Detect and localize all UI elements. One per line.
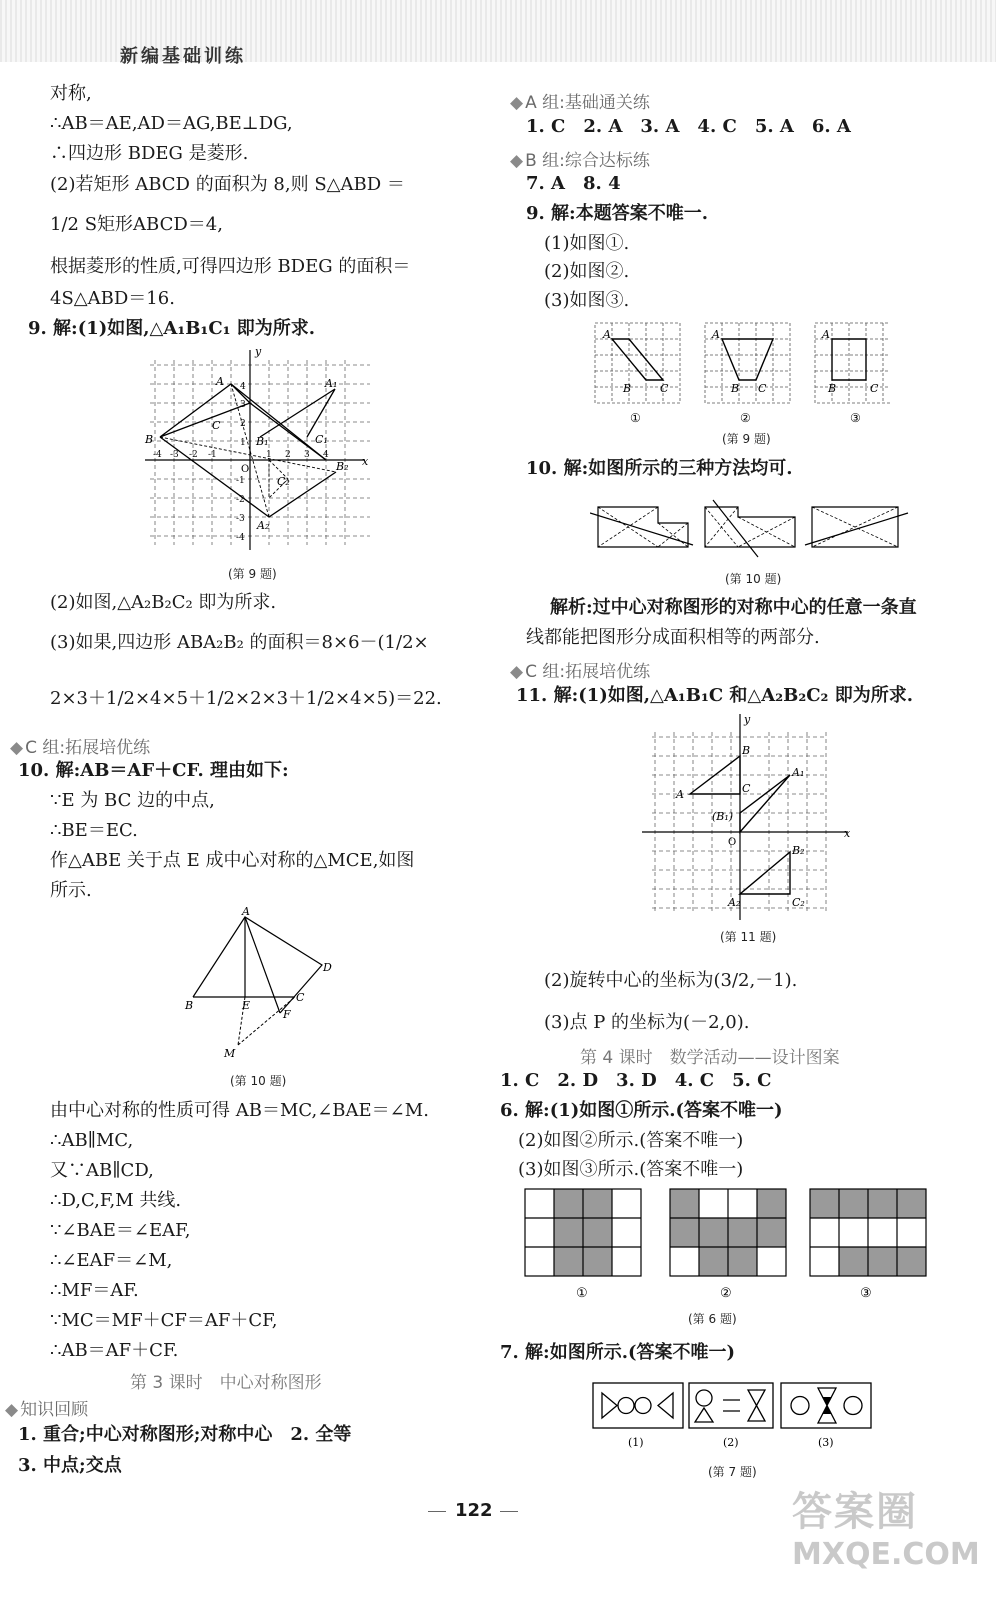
text-line: (3)如图③所示.(答案不唯一): [518, 1159, 744, 1180]
svg-text:B: B: [145, 433, 154, 446]
svg-text:A₂: A₂: [728, 896, 741, 909]
svg-text:-1: -1: [236, 476, 245, 486]
section-heading: ◆ C 组:拓展培优练: [510, 662, 651, 682]
fig-number: (2): [723, 1436, 739, 1449]
svg-text:O: O: [241, 464, 250, 475]
question-10-line: 10. 解:如图所示的三种方法均可.: [526, 458, 793, 479]
question-9-line: 9. 解:本题答案不唯一.: [526, 203, 708, 224]
text-line: ∵∠BAE＝∠EAF,: [50, 1220, 191, 1241]
svg-text:M: M: [224, 1047, 236, 1060]
figure-caption: (第 6 题): [688, 1312, 737, 1326]
fig-number: (1): [628, 1436, 644, 1449]
text-line: ∵MC＝MF＋CF＝AF＋CF,: [50, 1310, 278, 1331]
svg-text:C: C: [212, 419, 221, 432]
svg-text:B: B: [731, 382, 740, 395]
svg-text:x: x: [362, 455, 369, 468]
svg-text:-1: -1: [208, 450, 217, 460]
svg-text:F: F: [283, 1008, 291, 1021]
svg-text:C: C: [742, 782, 751, 795]
section-heading: ◆ A 组:基础通关练: [510, 93, 650, 113]
svg-text:A₁: A₁: [325, 377, 338, 390]
text-line: 1. 重合;中心对称图形;对称中心 2. 全等: [18, 1424, 352, 1445]
fig-number: ②: [720, 1286, 732, 1301]
watermark-text: 答案圈: [792, 1489, 918, 1535]
figure-caption: (第 11 题): [720, 930, 777, 944]
figure-caption: (第 9 题): [722, 432, 771, 446]
svg-text:C: C: [870, 382, 879, 395]
lesson-heading: 第 4 课时 数学活动——设计图案: [580, 1048, 840, 1068]
text-line: 1/2 S矩形ABCD＝4,: [50, 214, 223, 235]
fig9-left-coordinate-graph: [140, 345, 380, 555]
text-line: ∴AB＝AF＋CF.: [50, 1340, 179, 1361]
svg-text:-3: -3: [170, 450, 179, 460]
svg-text:C₂: C₂: [277, 475, 290, 488]
text-line: (2)若矩形 ABCD 的面积为 8,则 S△ABD ＝: [50, 174, 405, 195]
svg-text:B₂: B₂: [792, 844, 805, 857]
svg-text:C: C: [296, 991, 305, 1004]
text-line: ∴AB∥MC,: [50, 1130, 134, 1151]
text-line: 4S△ABD＝16.: [50, 288, 175, 309]
text-line: ∴D,C,F,M 共线.: [50, 1190, 182, 1211]
fig-number: (3): [818, 1436, 834, 1449]
svg-text:-4: -4: [153, 450, 162, 460]
text-line: (2)如图②所示.(答案不唯一): [518, 1130, 744, 1151]
svg-text:x: x: [844, 827, 851, 840]
text-line: ∴四边形 BDEG 是菱形.: [50, 143, 249, 164]
text-line: (1)如图①.: [544, 233, 630, 254]
text-line: (3)点 P 的坐标为(－2,0).: [544, 1012, 750, 1033]
svg-text:4: 4: [240, 382, 246, 392]
text-line: (3)如果,四边形 ABA₂B₂ 的面积＝8×6－(1/2×: [50, 632, 429, 653]
text-line: 所示.: [50, 880, 92, 901]
section-heading: ◆ 知识回顾: [5, 1400, 89, 1420]
header-band: [0, 0, 996, 67]
fig-number: ①: [630, 411, 641, 425]
text-line: (2)旋转中心的坐标为(3/2,－1).: [544, 970, 798, 991]
text-line: 作△ABE 关于点 E 成中心对称的△MCE,如图: [50, 850, 415, 871]
fig-number: ③: [860, 1286, 872, 1301]
svg-text:A₁: A₁: [792, 766, 805, 779]
text-line: ∵E 为 BC 边的中点,: [50, 790, 215, 811]
page-number: 122: [455, 1500, 493, 1521]
svg-text:-2: -2: [189, 450, 198, 460]
fig-number: ③: [850, 411, 861, 425]
question-11-line: 11. 解:(1)如图,△A₁B₁C 和△A₂B₂C₂ 即为所求.: [516, 685, 913, 706]
text-line: 3. 中点;交点: [18, 1455, 122, 1476]
section-heading: ◆ B 组:综合达标练: [510, 151, 650, 171]
svg-text:C₁: C₁: [315, 433, 328, 446]
page-number-dash: [500, 1511, 518, 1512]
fig9-right-parallelogram-grids: [590, 318, 890, 428]
analysis-line: 解析:过中心对称图形的对称中心的任意一条直: [550, 597, 917, 618]
text-line: ∴BE＝EC.: [50, 820, 138, 841]
svg-text:A: A: [242, 905, 250, 918]
svg-text:B: B: [742, 744, 751, 757]
fig10-right-cut-shapes: [590, 495, 920, 565]
fig10-left-triangle-figure: [180, 905, 340, 1065]
section-heading: ◆ C 组:拓展培优练: [10, 738, 151, 758]
text-line: ∴∠EAF＝∠M,: [50, 1250, 173, 1271]
svg-text:3: 3: [240, 400, 246, 410]
watermark-logo: [792, 1480, 982, 1590]
text-line: 由中心对称的性质可得 AB＝MC,∠BAE＝∠M.: [50, 1100, 429, 1121]
svg-text:2: 2: [285, 450, 291, 460]
svg-text:-3: -3: [236, 514, 245, 524]
svg-text:A: A: [676, 788, 684, 801]
svg-text:C₂: C₂: [792, 896, 805, 909]
book-title: 新编基础训练: [120, 46, 246, 67]
fig-number: ①: [576, 1286, 588, 1301]
text-line: 根据菱形的性质,可得四边形 BDEG 的面积＝: [50, 256, 411, 277]
answer-line: 7. A 8. 4: [526, 173, 621, 194]
question-6-line: 6. 解:(1)如图①所示.(答案不唯一): [500, 1100, 783, 1121]
svg-text:y: y: [744, 713, 751, 726]
figure-caption: (第 10 题): [230, 1074, 287, 1088]
svg-text:B₂: B₂: [336, 460, 349, 473]
svg-text:B: B: [623, 382, 632, 395]
text-line: ∴MF＝AF.: [50, 1280, 139, 1301]
figure-caption: (第 9 题): [228, 567, 277, 581]
fig7-symbol-patterns: [590, 1378, 875, 1473]
text-line: ∴AB＝AE,AD＝AG,BE⊥DG,: [50, 113, 293, 134]
fig11-coordinate-graph: [640, 712, 855, 922]
svg-text:A: A: [603, 328, 611, 341]
svg-text:A: A: [216, 375, 224, 388]
svg-text:B₁: B₁: [256, 435, 269, 448]
answer-line: 1. C 2. D 3. D 4. C 5. C: [500, 1070, 772, 1091]
text-line: (2)如图,△A₂B₂C₂ 即为所求.: [50, 592, 277, 613]
svg-text:3: 3: [304, 450, 310, 460]
text-line: 对称,: [50, 83, 92, 104]
analysis-line: 线都能把图形分成面积相等的两部分.: [526, 627, 820, 648]
svg-text:E: E: [242, 999, 251, 1012]
svg-text:2: 2: [240, 419, 246, 429]
text-line: 2×3＋1/2×4×5＋1/2×2×3＋1/2×4×5)＝22.: [50, 688, 442, 709]
svg-text:1: 1: [240, 438, 246, 448]
lesson-heading: 第 3 课时 中心对称图形: [130, 1373, 322, 1393]
svg-text:D: D: [323, 961, 332, 974]
svg-text:1: 1: [266, 450, 272, 460]
fig-number: ②: [740, 411, 751, 425]
svg-text:-2: -2: [236, 495, 245, 505]
svg-text:O: O: [728, 837, 737, 848]
question-7-line: 7. 解:如图所示.(答案不唯一): [500, 1342, 736, 1363]
svg-text:C: C: [758, 382, 767, 395]
answer-line: 1. C 2. A 3. A 4. C 5. A 6. A: [526, 116, 851, 137]
svg-text:B: B: [828, 382, 837, 395]
text-line: (3)如图③.: [544, 290, 630, 311]
svg-text:-4: -4: [236, 533, 245, 543]
svg-text:4: 4: [323, 450, 329, 460]
svg-text:B: B: [185, 999, 194, 1012]
page-number-dash: [428, 1511, 446, 1512]
svg-text:A: A: [822, 328, 830, 341]
svg-text:(B₁): (B₁): [712, 810, 734, 823]
text-line: 又∵AB∥CD,: [50, 1160, 154, 1181]
question-10-line: 10. 解:AB＝AF＋CF. 理由如下:: [18, 760, 289, 781]
svg-text:C: C: [660, 382, 669, 395]
svg-text:A₂: A₂: [257, 519, 270, 532]
svg-text:y: y: [255, 345, 262, 358]
figure-caption: (第 7 题): [708, 1465, 757, 1479]
figure-caption: (第 10 题): [725, 572, 782, 586]
text-line: (2)如图②.: [544, 261, 630, 282]
svg-text:A: A: [712, 328, 720, 341]
watermark-url: MXQE.COM: [792, 1537, 980, 1572]
question-9-line: 9. 解:(1)如图,△A₁B₁C₁ 即为所求.: [28, 318, 316, 339]
fig6-shaded-grid-patterns: [520, 1185, 930, 1310]
